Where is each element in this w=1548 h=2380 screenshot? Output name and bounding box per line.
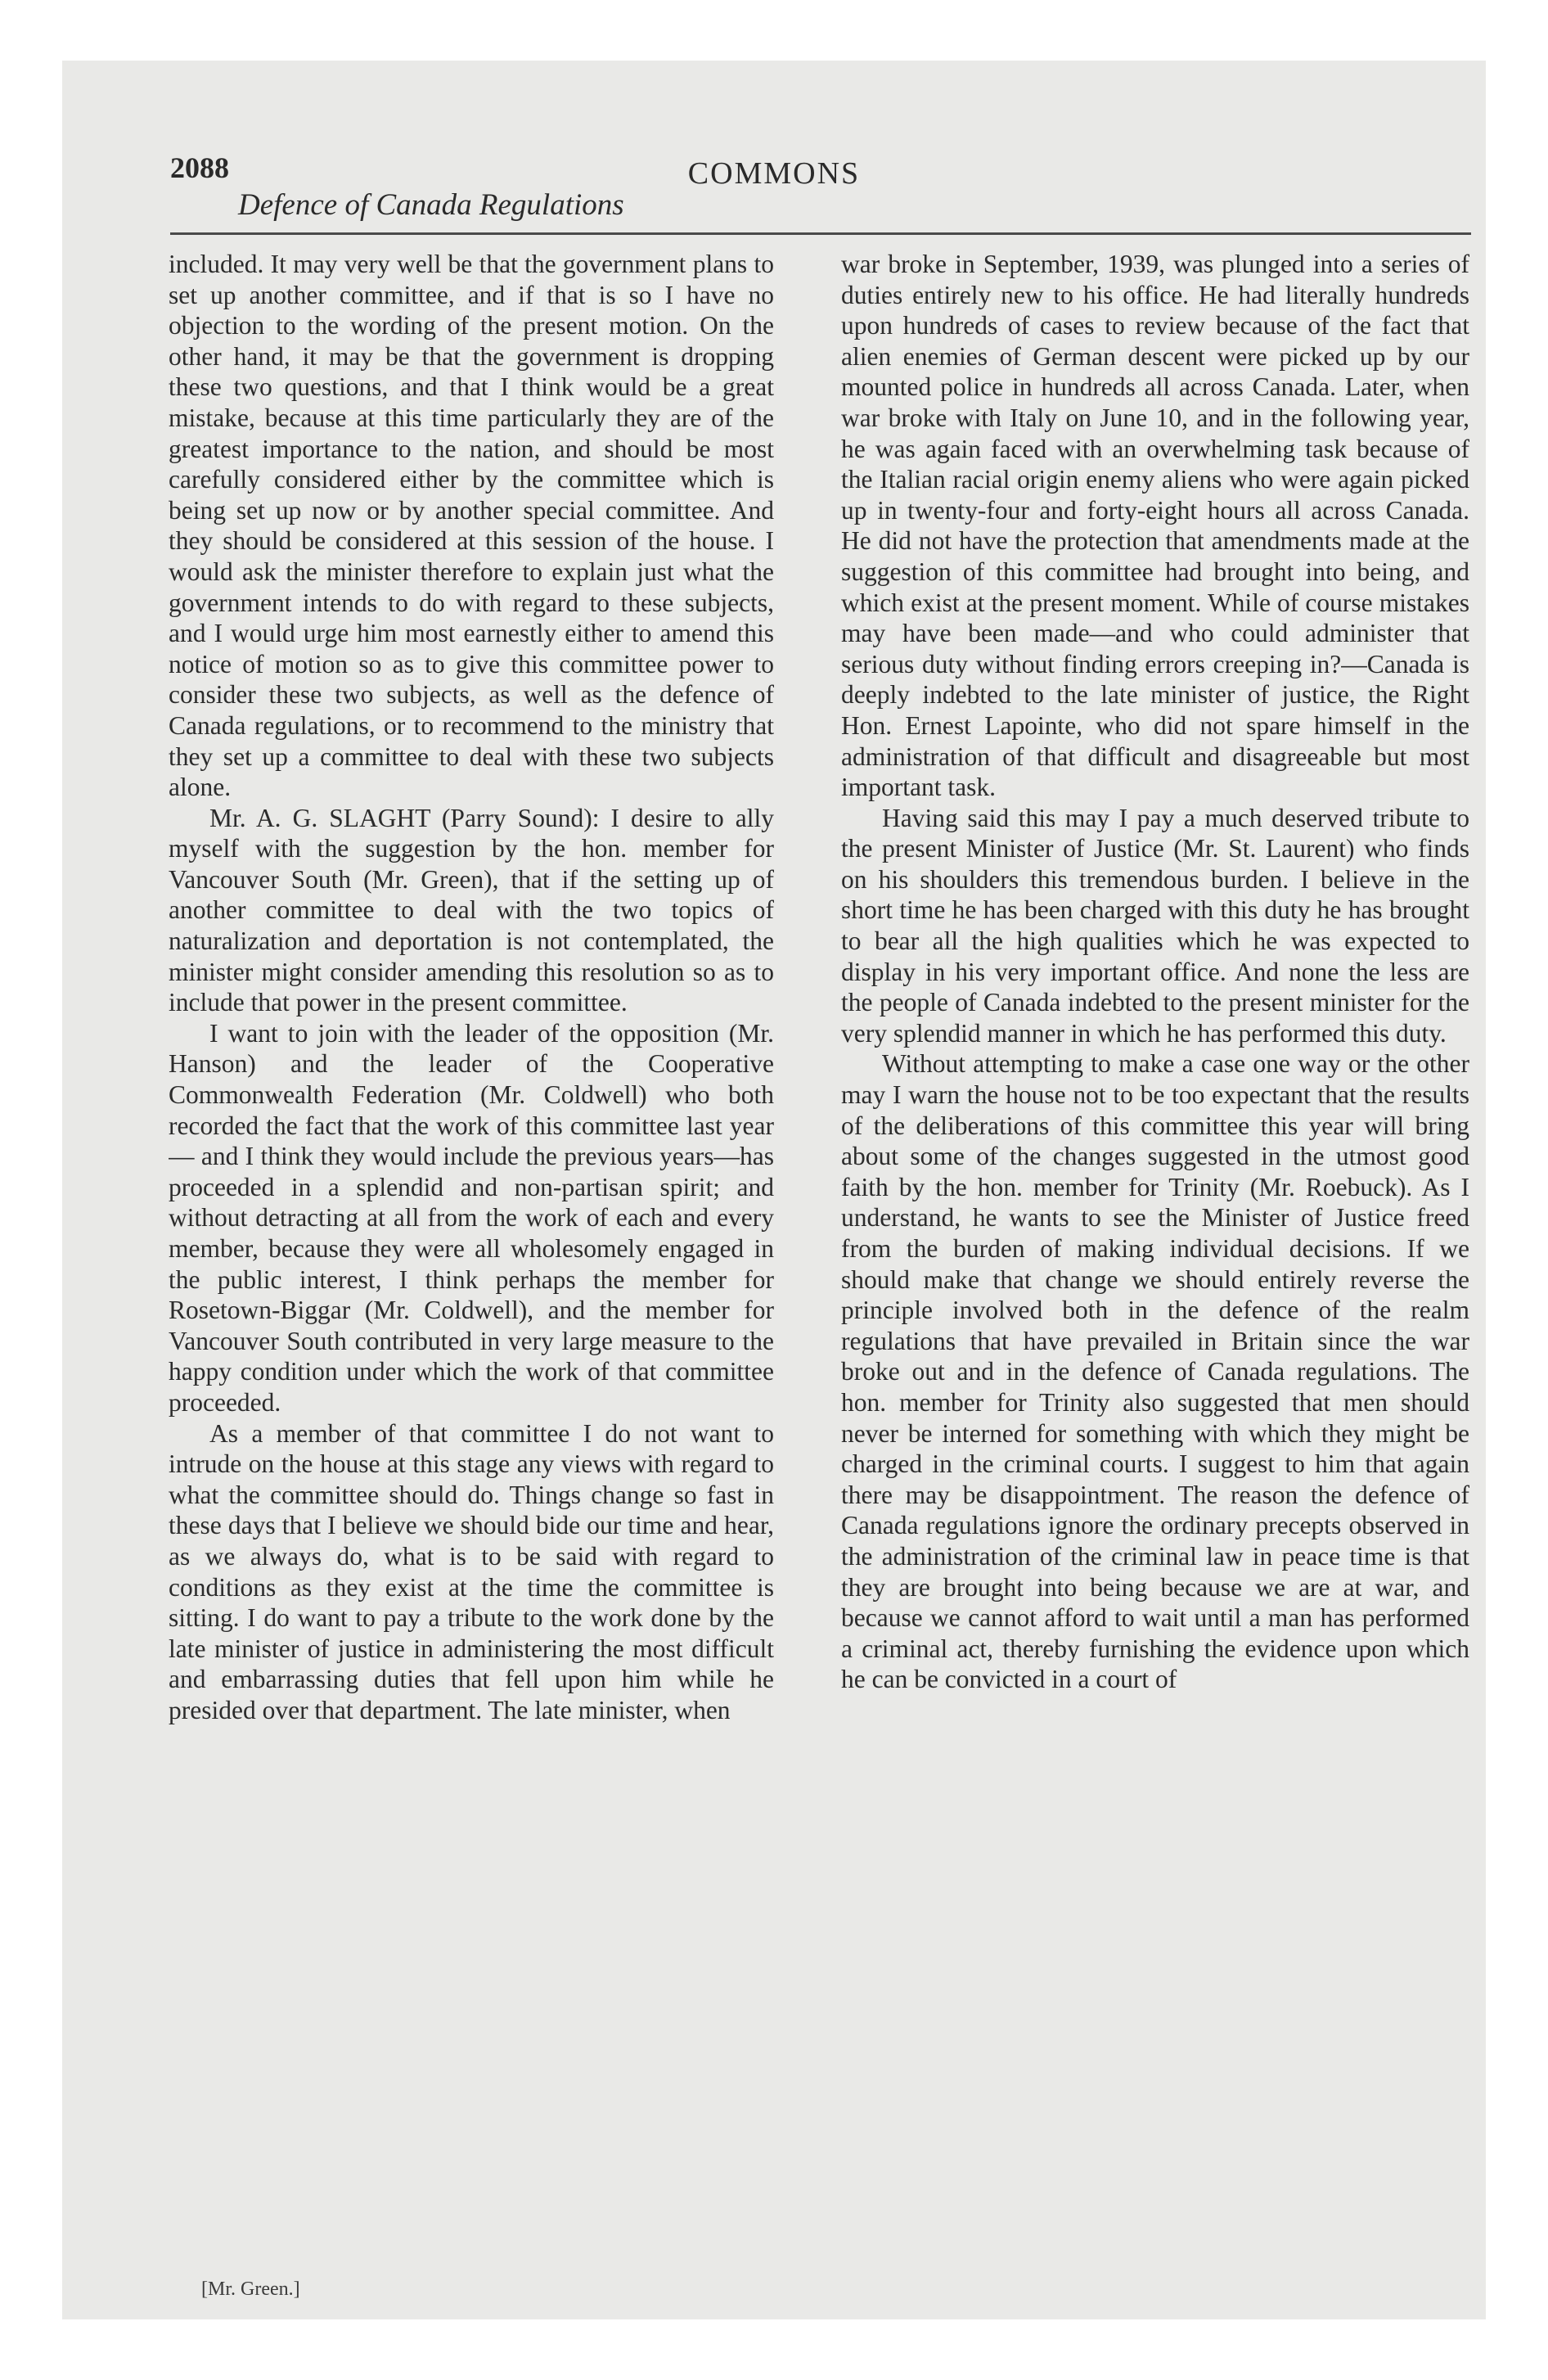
page-header — [62, 61, 1486, 257]
paragraph: As a member of that committee I do not want to intrude on the house at this stage any views with regard to what the committee should do. Things change so fast in these days that I believe we should bide our time and hear, as we always do, what is to be said with regard to conditions as they exist at the time the committee is sitting. I do want to pay a tribute to the work done by the late minister of justice in administering the most difficult and embarrassing duties that fell upon him while he presided over that department. The late minister, when — [169, 1418, 774, 1724]
header-rule — [170, 232, 1471, 235]
right-column — [774, 249, 1469, 2262]
document-page — [62, 61, 1486, 2319]
running-head: COMMONS — [687, 156, 861, 191]
speaker-note: [Mr. Green.] — [201, 2279, 300, 2300]
paragraph: Mr. A. G. SLAGHT (Parry Sound): I desire to ally myself with the suggestion by the hon. member for Vancouver South (Mr. Green), that if the setting up of another committee to deal with the two topics of naturalization and deportation is not contemplated, the minister might consider amending this resolution so as to include that power in the present committee. — [169, 803, 774, 1017]
paragraph: Without attempting to make a case one way or the other may I warn the house not to be too expectant that the results of the deliberations of this committee this year will bring about some of the changes suggested in the utmost good faith by the hon. member for Trinity (Mr. Roebuck). As I understand, he wants to see the Minister of Justice freed from the burden of making individual decisions. If we should make that change we should entirely reverse the principle involved both in the defence of the realm regulations that have prevailed in Britain since the war broke out and in the defence of Canada regulations. The hon. member for Trinity also suggested that men should never be interned for something with which they might be charged in the criminal courts. I suggest to him that again there may be disappointment. The reason the defence of Canada regulations ignore the ordinary precepts observed in the administration of the criminal law in peace time is that they are brought into being because we are at war, and because we cannot afford to wait until a man has performed a criminal act, thereby furnishing the evidence upon which he can be convicted in a court of — [841, 1049, 1469, 1694]
page-number: 2088 — [170, 151, 229, 184]
section-title: Defence of Canada Regulations — [238, 188, 624, 222]
paragraph: included. It may very well be that the government plans to set up another committee, and if that is so I have no objection to the wording of the present motion. On the other hand, it may be that the government is dropping these two questions, and that I think would be a great mistake, because at this time particularly they are of the greatest importance to the nation, and should be most carefully considered either by the committee which is being set up now or by another special committee. And they should be considered at this session of the house. I would ask the minister therefore to explain just what the government intends to do with regard to these subjects, and I would urge him most earnestly either to amend this notice of motion so as to give this committee power to consider these two subjects, as well as the defence of Canada regulations, or to recommend to the ministry that they set up a committee to deal with these two subjects alone. — [169, 250, 774, 802]
paragraph: war broke in September, 1939, was plunged into a series of duties entirely new to his office. He had literally hundreds upon hundreds of cases to review because of the fact that alien enemies of German descent were picked up by our mounted police in hundreds all across Canada. Later, when war broke with Italy on June 10, and in the following year, he was again faced with an overwhelming task because of the Italian racial origin enemy aliens who were again picked up in twenty-four and forty-eight hours all across Canada. He did not have the protection that amendments made at the suggestion of this committee had brought into being, and which exist at the present moment. While of course mistakes may have been made—and who could administer that serious duty without finding errors creeping in?—Canada is deeply indebted to the late minister of justice, the Right Hon. Ernest Lapointe, who did not spare himself in the administration of that difficult and disagreeable but most important task. — [841, 250, 1469, 802]
left-column — [169, 249, 774, 2262]
paragraph: Having said this may I pay a much deserved tribute to the present Minister of Justice (Mr. St. Laurent) who finds on his shoulders this tremendous burden. I believe in the short time he has been charged with this duty he has brought to bear all the high qualities which he was expected to display in his very important office. And none the less are the people of Canada indebted to the present minister for the very splendid manner in which he has performed this duty. — [841, 803, 1469, 1048]
paragraph: I want to join with the leader of the opposition (Mr. Hanson) and the leader of the Cooperative Commonwealth Federation (Mr. Coldwell) who both recorded the fact that the work of this committee last year— and I think they would include the previous years—has proceeded in a splendid and non-partisan spirit; and without detracting at all from the work of each and every member, because they were all wholesomely engaged in the public interest, I think perhaps the member for Rosetown-Biggar (Mr. Coldwell), and the member for Vancouver South contributed in very large measure to the happy condition under which the work of that committee proceeded. — [169, 1018, 774, 1417]
